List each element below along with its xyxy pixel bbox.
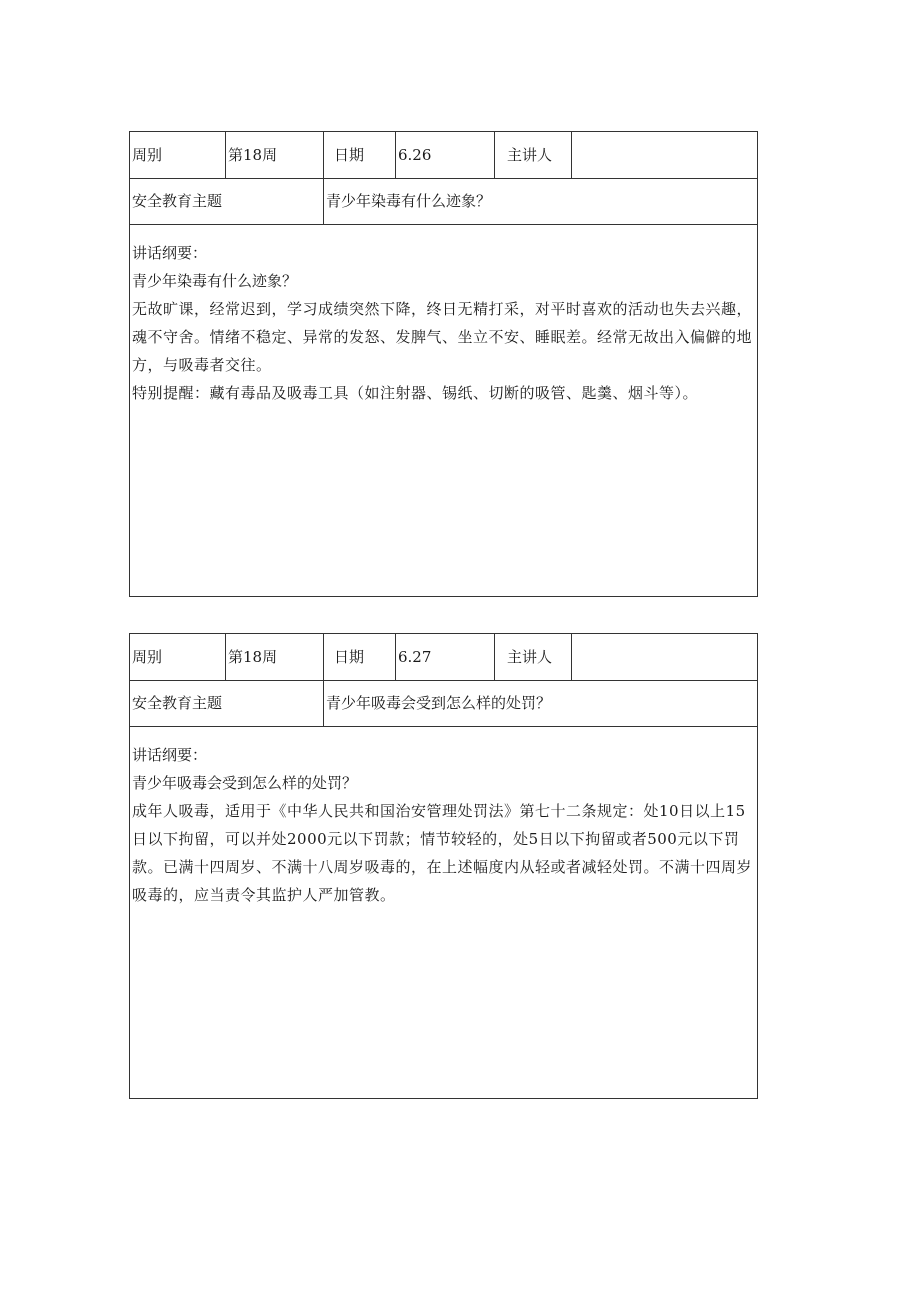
speaker-value (572, 634, 757, 680)
outline-label: 讲话纲要： (132, 244, 208, 262)
outline-heading: 青少年染毒有什么迹象？ (132, 272, 298, 290)
lesson-table-2 (129, 633, 758, 1099)
date-value: 6.27 (396, 634, 495, 680)
outline-label: 讲话纲要： (132, 746, 208, 764)
lesson-header-row (130, 634, 757, 681)
speaker-label: 主讲人 (495, 132, 572, 178)
week-label: 周别 (130, 634, 226, 680)
lesson-outline (130, 727, 757, 909)
date-value: 6.26 (396, 132, 495, 178)
week-value: 第18周 (226, 132, 324, 178)
date-label: 日期 (324, 132, 396, 178)
speaker-label: 主讲人 (495, 634, 572, 680)
outline-heading: 青少年吸毒会受到怎么样的处罚？ (132, 774, 358, 792)
outline-paragraph: 无故旷课，经常迟到，学习成绩突然下降，终日无精打采，对平时喜欢的活动也失去兴趣，魂不守舍。情绪不稳定、异常的发怒、发脾气、坐立不安、睡眠差。经常无故出入偏僻的地方，与吸毒者交往。 (132, 300, 753, 374)
lesson-table-1 (129, 131, 758, 597)
outline-paragraph: 特别提醒：藏有毒品及吸毒工具（如注射器、锡纸、切断的吸管、匙羹、烟斗等）。 (132, 384, 699, 402)
speaker-value (572, 132, 757, 178)
date-label: 日期 (324, 634, 396, 680)
week-label: 周别 (130, 132, 226, 178)
topic-value: 青少年染毒有什么迹象？ (326, 192, 492, 210)
outline-paragraph: 成年人吸毒，适用于《中华人民共和国治安管理处罚法》第七十二条规定：处10日以上15日以下拘留，可以并处2000元以下罚款；情节较轻的，处5日以下拘留或者500元以下罚款。已满十四周岁、不满十八周岁吸毒的，在上述幅度内从轻或者减轻处罚。不满十四周岁吸毒的，应当责令其监护人严加管教。 (132, 802, 753, 904)
topic-label: 安全教育主题 (130, 179, 324, 224)
lesson-outline (130, 225, 757, 407)
lesson-header-row (130, 132, 757, 179)
topic-value: 青少年吸毒会受到怎么样的处罚？ (326, 694, 552, 712)
lesson-topic-row (130, 681, 757, 727)
topic-label: 安全教育主题 (130, 681, 324, 726)
week-value: 第18周 (226, 634, 324, 680)
lesson-topic-row (130, 179, 757, 225)
